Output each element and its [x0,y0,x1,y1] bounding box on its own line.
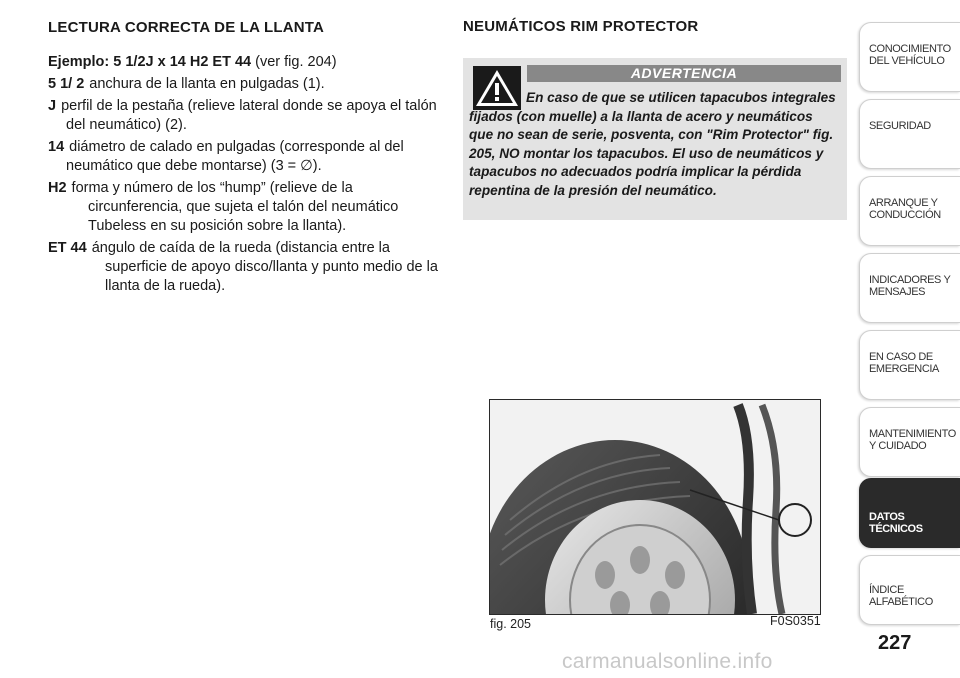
definition-term: ET 44 [48,240,87,256]
section-heading-tire-reading: LECTURA CORRECTA DE LA LLANTA [48,19,325,36]
left-column [48,18,443,299]
page-number: 227 [878,632,912,654]
tab-label: INDICADORES Y MENSAJES [869,274,951,298]
tab-en-caso-de-emergencia[interactable] [859,330,960,400]
definition-text: forma y número de los “hump” (relieve de la circunferencia, que sujeta el talón del neumático Tubeless en su posición sobre la llanta). [71,180,399,234]
tab-arranque-y-conduccion[interactable] [859,176,960,246]
tab-label: ARRANQUE Y CONDUCCIÓN [869,197,941,221]
figure-code: F0S0351 [770,614,821,628]
example-ref: (ver fig. 204) [251,54,337,70]
warning-box [463,58,847,220]
tab-indice-alfabetico[interactable] [859,555,960,625]
tab-label: DATOS TÉCNICOS [869,511,923,535]
definition-diameter [48,138,443,176]
definition-term: 5 1/ 2 [48,76,85,92]
definition-term: H2 [48,180,67,196]
definition-text: ángulo de caída de la rueda (distancia entre la superficie de apoyo disco/llanta y punto medio de la llanta de la rueda). [91,240,438,294]
warning-body: En caso de que se utilicen tapacubos integrales fijados (con muelle) a la llanta de acero y neumáticos que no sean de serie, posventa, con "Rim Protector" fig. 205, NO montar los tapacubos. El uso de neumáticos y tapacubos no adecuados podría implicar la pérdida repentina de la presión del neumático. [469,90,836,198]
tab-label: MANTENIMIENTO Y CUIDADO [869,428,956,452]
warning-title: ADVERTENCIA [527,65,841,82]
tab-mantenimiento-y-cuidado[interactable] [859,407,960,477]
tab-conocimiento-del-vehiculo[interactable] [859,22,960,92]
definition-profile [48,97,443,135]
definition-width [48,75,443,94]
definition-term: 14 [48,139,65,155]
warning-text [469,89,839,201]
definition-hump [48,179,443,236]
definition-term: J [48,98,57,114]
figure-caption: fig. 205 [490,617,532,631]
tire-drawing [490,400,820,614]
section-heading-rim-protector: NEUMÁTICOS RIM PROTECTOR [463,18,699,35]
tab-seguridad[interactable] [859,99,960,169]
watermark: carmanualsonline.info [562,650,773,673]
tab-label: CONOCIMIENTO DEL VEHÍCULO [869,43,951,67]
figure-tire-illustration [489,399,821,615]
definition-offset [48,239,443,296]
tab-label: SEGURIDAD [869,120,931,132]
example-code: Ejemplo: 5 1/2J x 14 H2 ET 44 [48,54,252,70]
tab-datos-tecnicos[interactable] [859,478,960,548]
definition-text: perfil de la pestaña (relieve lateral donde se apoya el talón del neumático) (2). [61,98,437,133]
tab-label: ÍNDICE ALFABÉTICO [869,584,933,608]
tab-label: EN CASO DE EMERGENCIA [869,351,939,375]
definition-text: anchura de la llanta en pulgadas (1). [89,76,325,92]
tab-indicadores-y-mensajes[interactable] [859,253,960,323]
right-column [463,18,848,51]
definition-text: diámetro de calado en pulgadas (corresponde al del neumático que debe montarse) (3 = ∅). [66,139,404,174]
example-line [48,53,443,72]
